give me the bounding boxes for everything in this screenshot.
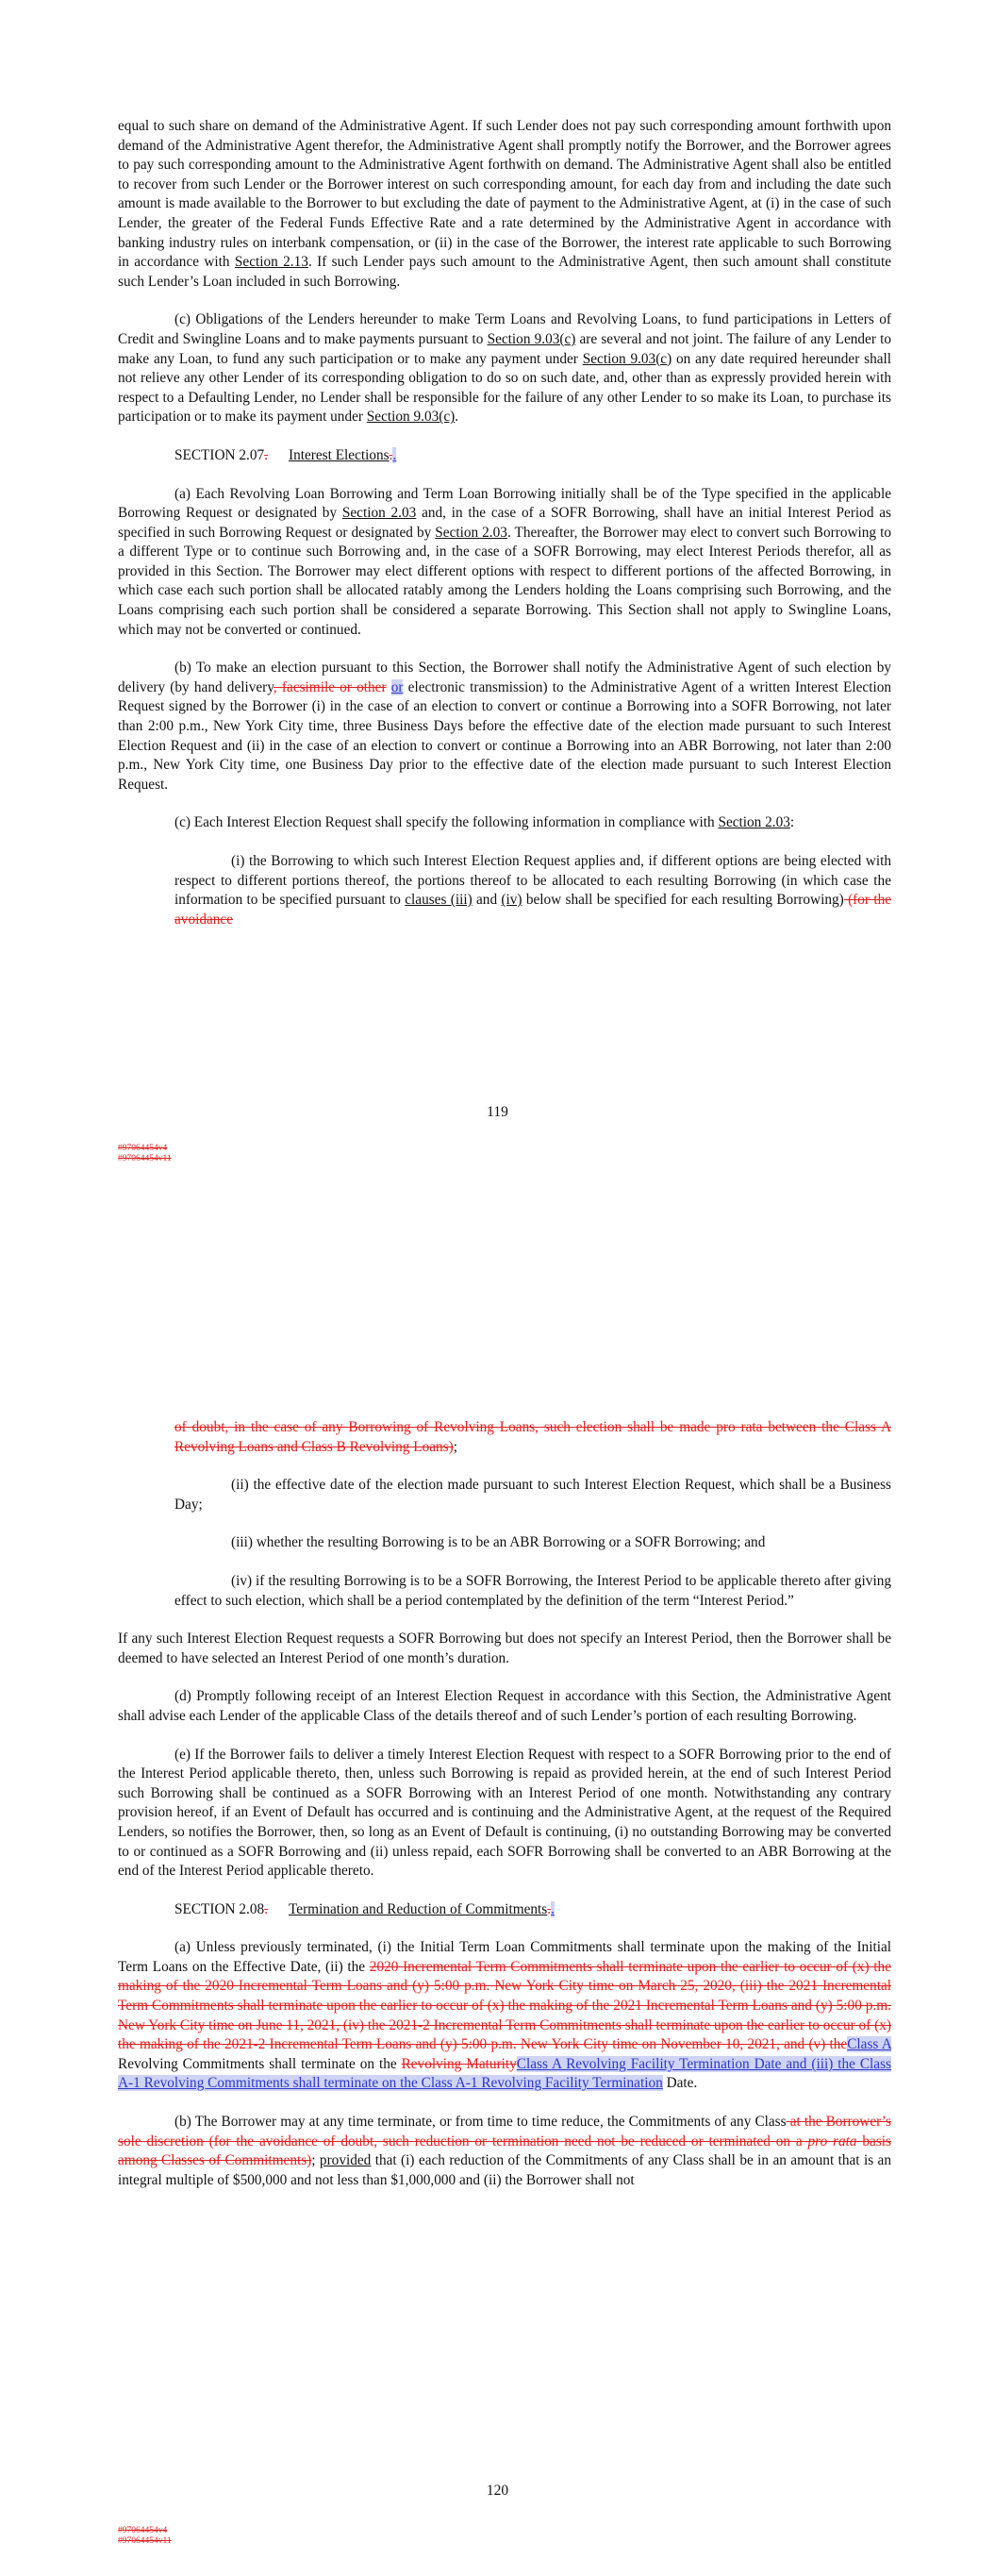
page-119-body [118, 117, 891, 948]
section-ref: Section 9.03(c) [582, 350, 672, 367]
section-ref: Section 2.03 [341, 505, 417, 522]
paragraph-continuation: equal to such share on demand of the Administrative Agent. If such Lender does not pay such corresponding amount forthwith upon demand of the Administrative Agent therefor, the Administrative Agent shall promptly notify the Borrower, and the Borrower agrees to pay such corresponding amount to the Administrative Agent forthwith on demand. The Administrative Agent shall also be entitled to recover from such Lender or the Borrower interest on such corresponding amount, for each day from and including the date such amount is made available to the Borrower to but excluding the date of payment to the Administrative Agent, at (i) in the case of such Lender, the greater of the Federal Funds Effective Rate and a rate determined by the Administrative Agent in accordance with banking industry rules on interbank compensation, or (ii) in the case of the Borrower, the interest rate applicable to such Borrowing in accordance with Section 2.13. If such Lender pays such amount to the Administrative Agent, then such amount shall constitute such Lender’s Loan included in such Borrowing. [118, 118, 891, 290]
paragraph-d-advise-lenders: (d) Promptly following receipt of an Interest Election Request in accordance with this Section, the Administrative Agent shall advise each Lender of the applicable Class of the details thereof and of such Lender’s portion of each resulting Borrowing. [118, 1688, 891, 1724]
paragraph-i-borrowing: (i) the Borrowing to which such Interest Election Request applies and, if different options are being elected with respect to different portions thereof, the portions thereof to be allocated to each resulting Borrowing (in which case the information to be specified pursuant to clauses (iii) and (iv) below shall be specified for each resulting Borrowing) (for the avoidance [174, 853, 892, 928]
paragraph-iv-interest-period: (iv) if the resulting Borrowing is to be a SOFR Borrowing, the Interest Period to be applicable thereto after giving effect to such election, which shall be a period contemplated by the definition of the term “Interest Period.” [174, 1572, 891, 1609]
paragraph-c-request-contents: (c) Each Interest Election Request shall specify the following information in compliance with Section 2.03: [174, 814, 795, 831]
section-ref: Section 9.03(c) [487, 330, 576, 347]
page-120 [0, 1288, 995, 2576]
doc-id-footer: #97064454v4 #97064454v11 [118, 1144, 172, 1163]
section-2-08-heading: SECTION 2.08. Termination and Reduction of Commitments.. [174, 1900, 555, 1917]
paragraph-e-failure-to-deliver: (e) If the Borrower fails to deliver a timely Interest Election Request with respect to a SOFR Borrowing prior to the end of the Interest Period applicable thereto, then, unless such Borrowing is repaid as provided herein, at the end of such Interest Period such Borrowing shall be continued as a SOFR Borrowing with an Interest Period of one month. Notwithstanding any contrary provision hereof, if an Event of Default has occurred and is continuing and the Administrative Agent, at the request of the Required Lenders, so notifies the Borrower, then, so long as an Event of Default is continuing, (i) no outstanding Borrowing may be converted to or continued as a SOFR Borrowing and (ii) unless repaid, each SOFR Borrowing shall be converted to an ABR Borrowing at the end of the Interest Period applicable thereto. [118, 1746, 891, 1880]
paragraph-i-continuation: of doubt, in the case of any Borrowing of Revolving Loans, such election shall be made pro rata between the Class A Revolving Loans and Class B Revolving Loans); [174, 1419, 891, 1455]
section-ref: Section 2.03 [718, 814, 790, 831]
section-ref: Section 2.13 [234, 254, 308, 271]
section-ref: Section 2.03 [435, 524, 507, 541]
paragraph-b-election-notice: (b) To make an election pursuant to this Section, the Borrower shall notify the Administrative Agent of such election by delivery (by hand delivery, facsimile or other or electronic transmission) to the Administrative Agent of a written Interest Election Request signed by the Borrower (i) in the case of an election to convert or continue a Borrowing into a SOFR Borrowing, not later than 2:00 p.m., New York City time, three Business Days before the effective date of the election made pursuant to such Interest Election Request and (ii) in the case of an election to convert or continue a Borrowing into an ABR Borrowing, not later than 2:00 p.m., New York City time, one Business Day prior to the effective date of the election made pursuant to such Interest Election Request. [118, 660, 891, 793]
page-number: 120 [486, 2483, 509, 2499]
section-2-07-heading: SECTION 2.07. Interest Elections.. [174, 446, 397, 463]
page-number: 119 [487, 1104, 508, 1120]
paragraph-b-reduction: (b) The Borrower may at any time terminate, or from time to time reduce, the Commitments of any Class at the Borrower’s sole discretion (for the avoidance of doubt, such reduction or termination need not be reduced or terminated on a pro rata basis among Classes of Commitments); provided that (i) each reduction of the Commitments of any Class shall be in an amount that is an integral multiple of $500,000 and not less than $1,000,000 and (ii) the Borrower shall not [118, 2114, 891, 2188]
paragraph-a-borrowing-type: (a) Each Revolving Loan Borrowing and Term Loan Borrowing initially shall be of the Type specified in the applicable Borrowing Request or designated by Section 2.03 and, in the case of a SOFR Borrowing, shall have an initial Interest Period as specified in such Borrowing Request or designated by Section 2.03. Thereafter, the Borrower may elect to convert such Borrowing to a different Type or to continue such Borrowing and, in the case of a SOFR Borrowing, may elect Interest Periods therefor, all as provided in this Section. The Borrower may elect different options with respect to different portions of the affected Borrowing, in which case each such portion shall be allocated ratably among the Lenders holding the Loans comprising such Borrowing, and the Loans comprising each such portion shall be considered a separate Borrowing. This Section shall not apply to Swingline Loans, which may not be converted or continued. [118, 485, 891, 638]
paragraph-iii-abr-or-sofr: (iii) whether the resulting Borrowing is to be an ABR Borrowing or a SOFR Borrowing; and [231, 1534, 766, 1551]
doc-id-footer: #97064454v4 #97064454v11 [118, 2526, 172, 2546]
page-120-body [118, 1418, 891, 2209]
paragraph-default-interest-period: If any such Interest Election Request requests a SOFR Borrowing but does not specify an Interest Period, then the Borrower shall be deemed to have selected an Interest Period of one month’s duration. [118, 1631, 891, 1666]
paragraph-a-termination: (a) Unless previously terminated, (i) the Initial Term Loan Commitments shall terminate upon the making of the Initial Term Loans on the Effective Date, (ii) the 2020 Incremental Term Commitments shall terminate upon the earlier to occur of (x) the making of the 2020 Incremental Term Loans and (y) 5:00 p.m. New York City time on March 25, 2020, (iii) the 2021 Incremental Term Commitments shall terminate upon the earlier to occur of (x) the making of the 2021 Incremental Term Loans and (y) 5:00 p.m. New York City time on June 11, 2021, (iv) the 2021-2 Incremental Term Commitments shall terminate upon the earlier to occur of (x) the making of the 2021-2 Incremental Term Loans and (y) 5:00 p.m. New York City time on November 10, 2021, and (v) theClass A Revolving Commitments shall terminate on the Revolving MaturityClass A Revolving Facility Termination Date and (iii) the Class A-1 Revolving Commitments shall terminate on the Class A-1 Revolving Facility Termination Date. [118, 1939, 891, 2092]
paragraph-ii-effective-date: (ii) the effective date of the election made pursuant to such Interest Election Request, which shall be a Business Day; [174, 1477, 891, 1513]
paragraph-c-obligations: (c) Obligations of the Lenders hereunder to make Term Loans and Revolving Loans, to fund participations in Letters of Credit and Swingline Loans and to make payments pursuant to Section 9.03(c) are several and not joint. The failure of any Lender to make any Loan, to fund any such participation or to make any payment under Section 9.03(c) on any date required hereunder shall not relieve any other Lender of its corresponding obligation to do so on such date, and, other than as expressly provided herein with respect to a Defaulting Lender, no Lender shall be responsible for the failure of any other Lender to so make its Loan, to purchase its participation or to make its payment under Section 9.03(c). [118, 311, 892, 426]
section-ref: Section 9.03(c) [366, 409, 456, 426]
